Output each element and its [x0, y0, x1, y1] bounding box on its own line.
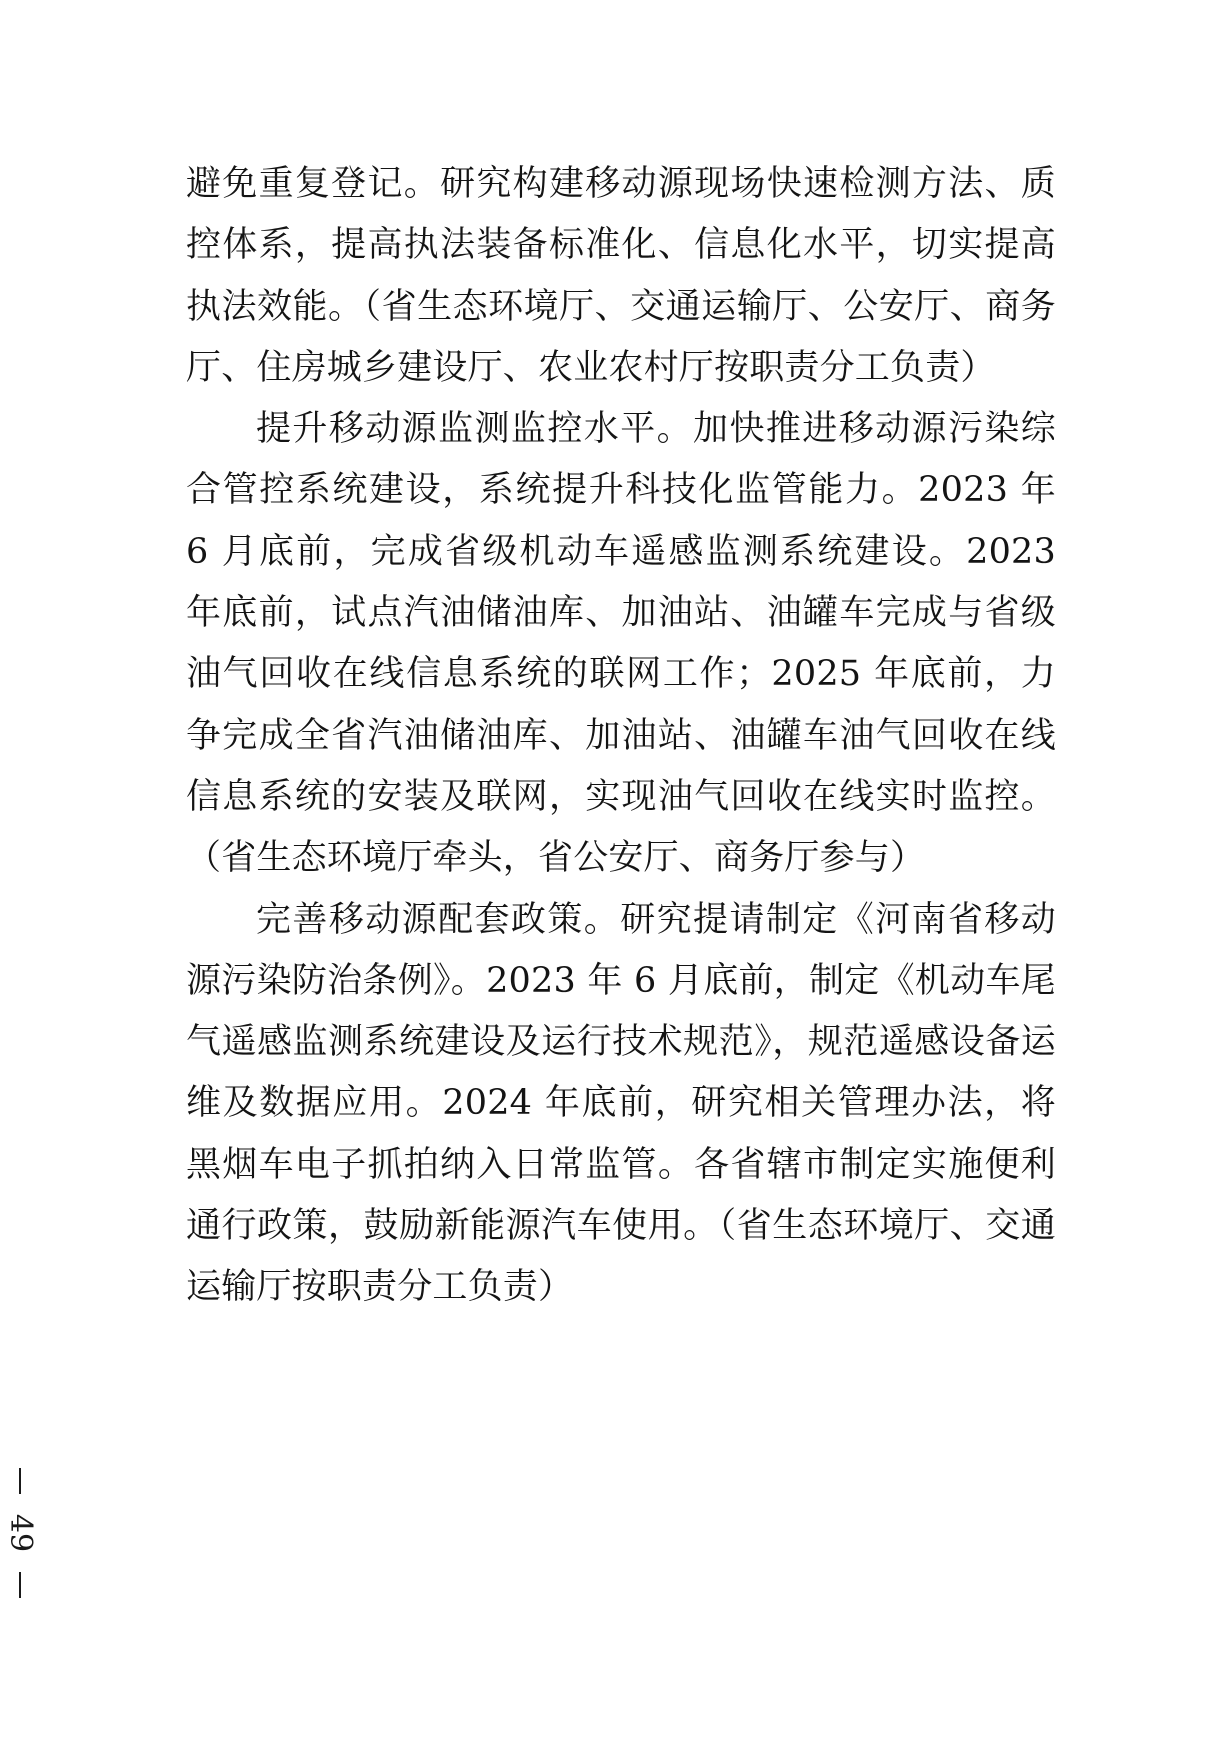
paragraph-policy: 完善移动源配套政策。研究提请制定《河南省移动源污染防治条例》。2023 年 6 月底前，制定《机动车尾气遥感监测系统建设及运行技术规范》，规范遥感设备运维及数据应用。2024 年底前，研究相关管理办法，将黑烟车电子抓拍纳入日常监管。各省辖市制定实施便利通行政策，鼓励新能源汽车使用。（省生态环境厅、交通运输厅按职责分工负责）: [186, 899, 1056, 1308]
paragraph-monitoring: 提升移动源监测监控水平。加快推进移动源污染综合管控系统建设，系统提升科技化监管能力。2023 年 6 月底前，完成省级机动车遥感监测系统建设。2023 年底前，试点汽油储油库、加油站、油罐车完成与省级油气回收在线信息系统的联网工作；2025 年底前，力争完成全省汽油储油库、加油站、油罐车油气回收在线信息系统的安装及联网，实现油气回收在线实时监控。（省生态环境厅牵头，省公安厅、商务厅参与）: [186, 409, 1056, 879]
page-number: [0, 1468, 40, 1598]
page-number-dash-top: [19, 1468, 21, 1494]
page-number-text: 49: [3, 1513, 38, 1553]
paragraph-continued: 避免重复登记。研究构建移动源现场快速检测方法、质控体系，提高执法装备标准化、信息化水平，切实提高执法效能。（省生态环境厅、交通运输厅、公安厅、商务厅、住房城乡建设厅、农业农村厅按职责分工负责）: [186, 164, 1056, 388]
document-body: [186, 154, 1056, 1319]
page-number-dash-bottom: [19, 1572, 21, 1598]
